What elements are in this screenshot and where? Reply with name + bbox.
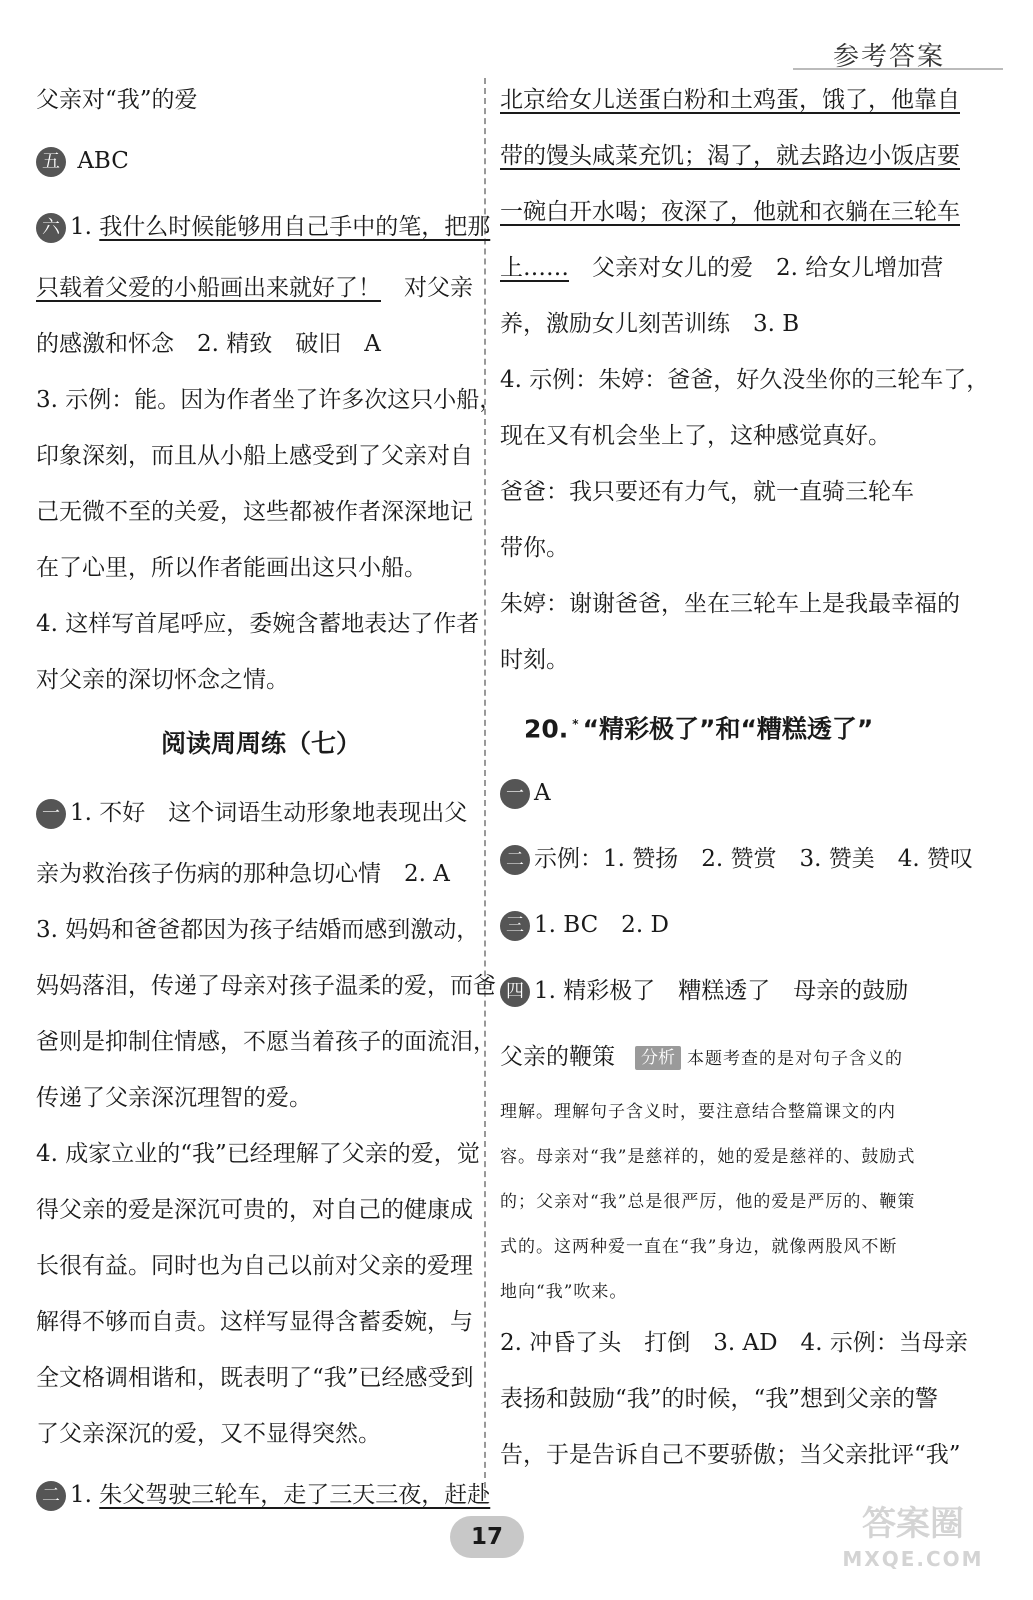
answer-line: 了父亲深沉的爱，又不显得突然。 — [36, 1421, 381, 1447]
answer-line: 3. 示例：能。因为作者坐了许多次这只小船， — [36, 387, 503, 413]
q2-text: 示例：1. 赞扬 2. 赞赏 3. 赞美 4. 赞叹 — [534, 846, 974, 872]
answer-line: 4. 成家立业的“我”已经理解了父亲的爱，觉 — [36, 1141, 480, 1167]
section-title: 阅读周周练（七） — [160, 729, 361, 758]
fenxi-line — [500, 1024, 950, 1090]
lesson-name: “精彩极了”和“糟糕透了” — [582, 714, 874, 744]
answer-line: 的感激和怀念 2. 精致 破旧 A — [36, 331, 381, 357]
answer-line: 解得不够而自责。这样写显得含蓄委婉，与 — [36, 1309, 473, 1335]
analysis-label: 分析 — [635, 1046, 681, 1070]
q6-line-2 — [36, 260, 486, 316]
question-marker-1: 一 — [500, 779, 530, 809]
answer-line: 全文格调相谐和，既表明了“我”已经感受到 — [36, 1365, 474, 1391]
question-marker-2: 二 — [500, 845, 530, 875]
question-marker-4: 四 — [500, 977, 530, 1007]
underlined-text: 一碗白开水喝；夜深了，他就和衣躺在三轮车 — [500, 199, 960, 225]
left-column — [36, 72, 503, 1528]
q6-underlined-2: 只载着父爱的小船画出来就好了！ — [36, 275, 381, 301]
question-marker-1: 一 — [36, 799, 66, 829]
answer-line: 爸则是抑制住情感，不愿当着孩子的面流泪， — [36, 1029, 496, 1055]
answer-line: 传递了父亲深沉理智的爱。 — [36, 1085, 312, 1111]
q6-post: 对父亲 — [381, 275, 473, 301]
answer-line: 亲为救治孩子伤病的那种急切心情 2. A — [36, 861, 450, 887]
analysis-line: 理解。理解句子含义时，要注意结合整篇课文的内 — [500, 1102, 896, 1122]
q2-answer — [36, 1462, 491, 1528]
analysis-line: 地向“我”吹来。 — [500, 1282, 628, 1302]
answer-line: 得父亲的爱是深沉可贵的，对自己的健康成 — [36, 1197, 473, 1223]
q4-text: 1. 精彩极了 糟糕透了 母亲的鼓励 — [534, 978, 909, 1004]
answer-line: 时刻。 — [500, 647, 569, 673]
answer-line: 朱婷：谢谢爸爸，坐在三轮车上是我最幸福的 — [500, 591, 960, 617]
answer-line: 爸爸：我只要还有力气，就一直骑三轮车 — [500, 479, 914, 505]
answer-line: 己无微不至的关爱，这些都被作者深深地记 — [36, 499, 473, 525]
q5-text: ABC — [77, 148, 129, 174]
answer-line: 表扬和鼓励“我”的时候，“我”想到父亲的警 — [500, 1386, 939, 1412]
fenxi-pre: 父亲的鞭策 — [500, 1044, 615, 1070]
q1-answer — [36, 780, 486, 846]
watermark-bottom: MXQE.COM — [842, 1547, 984, 1571]
question-marker-2: 二 — [36, 1481, 66, 1511]
underlined-line — [500, 184, 960, 240]
q3-text: 1. BC 2. D — [534, 912, 669, 938]
underlined-line — [500, 72, 960, 128]
answer-line: 妈妈落泪，传递了母亲对孩子温柔的爱，而爸 — [36, 973, 496, 999]
answer-line: 3. 妈妈和爸爸都因为孩子结婚而感到激动， — [36, 917, 480, 943]
answer-line: 父亲对“我”的爱 — [36, 87, 198, 113]
q2-underlined: 朱父驾驶三轮车，走了三天三夜，赶赴 — [99, 1482, 491, 1508]
watermark-top: 答案圈 — [862, 1504, 964, 1544]
q4-answer — [500, 958, 950, 1024]
analysis-line: 式的。这两种爱一直在“我”身边，就像两股风不断 — [500, 1237, 898, 1257]
answer-text: 父亲对女儿的爱 2. 给女儿增加营 — [569, 255, 944, 281]
answer-line: 告，于是告诉自己不要骄傲；当父亲批评“我” — [500, 1442, 961, 1468]
q6-answer — [36, 194, 491, 260]
underlined-text: 上…… — [500, 255, 569, 281]
question-marker-5: 五 — [36, 147, 66, 177]
analysis-text: 本题考查的是对句子含义的 — [687, 1049, 903, 1069]
answer-line: 2. 冲昏了头 打倒 3. AD 4. 示例：当母亲 — [500, 1330, 968, 1356]
q1-answer — [500, 760, 950, 826]
answer-line: 养，激励女儿刻苦训练 3. B — [500, 311, 800, 337]
answer-line: 在了心里，所以作者能画出这只小船。 — [36, 555, 427, 581]
answer-line: 对父亲的深切怀念之情。 — [36, 667, 289, 693]
q1-text: 1. 不好 这个词语生动形象地表现出父 — [70, 800, 468, 826]
header-rule — [793, 68, 1003, 70]
answer-line: 4. 这样写首尾呼应，委婉含蓄地表达了作者 — [36, 611, 480, 637]
lesson-star: * — [572, 717, 579, 731]
header-tag: 参考答案 — [832, 42, 945, 72]
q6-pre: 1. — [70, 214, 100, 240]
answer-line: 长很有益。同时也为自己以前对父亲的爱理 — [36, 1253, 473, 1279]
q1-text: A — [534, 780, 551, 806]
analysis-line: 容。母亲对“我”是慈祥的，她的爱是慈祥的、鼓励式 — [500, 1147, 916, 1167]
q3-answer — [500, 892, 950, 958]
q6-underlined-1: 我什么时候能够用自己手中的笔，把那 — [99, 214, 491, 240]
question-marker-6: 六 — [36, 213, 66, 243]
analysis-line: 的；父亲对“我”总是很严厉，他的爱是严厉的、鞭策 — [500, 1192, 916, 1212]
underlined-text: 北京给女儿送蛋白粉和土鸡蛋，饿了，他靠自 — [500, 87, 960, 113]
lesson-number: 20. — [524, 714, 569, 744]
underlined-text: 带的馒头咸菜充饥；渴了，就去路边小饭店要 — [500, 143, 960, 169]
underlined-line — [500, 240, 950, 296]
page-number: 17 — [450, 1516, 524, 1558]
lesson-title — [500, 688, 950, 760]
right-column — [500, 72, 990, 1483]
question-marker-3: 三 — [500, 911, 530, 941]
q2-answer — [500, 826, 974, 892]
q5-answer — [36, 128, 486, 194]
answer-line: 带你。 — [500, 535, 569, 561]
underlined-line — [500, 128, 960, 184]
answer-line: 4. 示例：朱婷：爸爸，好久没坐你的三轮车了， — [500, 367, 990, 393]
q2-pre: 1. — [70, 1482, 100, 1508]
answer-line: 现在又有机会坐上了，这种感觉真好。 — [500, 423, 891, 449]
answer-line: 印象深刻，而且从小船上感受到了父亲对自 — [36, 443, 473, 469]
watermark-logo — [813, 1502, 1013, 1582]
